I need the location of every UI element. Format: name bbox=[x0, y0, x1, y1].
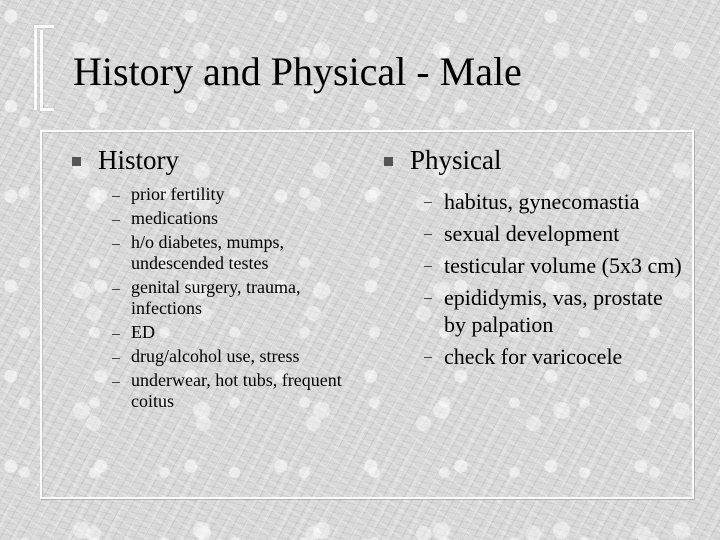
list-item-text: sexual development bbox=[444, 221, 620, 246]
list-item-text: drug/alcohol use, stress bbox=[131, 346, 300, 366]
list-item-text: prior fertility bbox=[131, 184, 225, 204]
list-item bbox=[112, 230, 342, 274]
dash-bullet-icon bbox=[112, 244, 120, 245]
physical-column bbox=[384, 143, 684, 372]
list-item bbox=[112, 275, 342, 319]
dash-bullet-icon bbox=[424, 357, 432, 358]
list-item-text: check for varicocele bbox=[444, 344, 623, 369]
slide-title: History and Physical - Male bbox=[73, 49, 522, 94]
dash-bullet-icon bbox=[112, 358, 120, 359]
square-bullet-icon bbox=[72, 157, 81, 166]
list-item-text: h/o diabetes, mumps, undescended testes bbox=[131, 232, 284, 273]
list-item bbox=[112, 344, 342, 367]
list-item bbox=[424, 217, 684, 247]
decorative-frame-line bbox=[34, 25, 54, 28]
dash-bullet-icon bbox=[112, 289, 120, 290]
dash-bullet-icon bbox=[112, 196, 120, 197]
list-item bbox=[424, 340, 684, 370]
list-item-text: testicular volume (5x3 cm) bbox=[444, 253, 682, 278]
list-item bbox=[424, 185, 684, 215]
dash-bullet-icon bbox=[424, 202, 432, 203]
decorative-frame-line bbox=[34, 25, 37, 110]
history-heading bbox=[72, 143, 342, 177]
list-item-text: genital surgery, trauma, infections bbox=[131, 277, 301, 318]
list-item bbox=[112, 206, 342, 229]
list-item-text: ED bbox=[131, 322, 155, 342]
list-item bbox=[424, 281, 684, 338]
decorative-frame-line bbox=[40, 108, 54, 111]
list-item-text: medications bbox=[131, 208, 218, 228]
list-item-text: habitus, gynecomastia bbox=[444, 189, 640, 214]
dash-bullet-icon bbox=[112, 220, 120, 221]
list-item-text: underwear, hot tubs, frequent coitus bbox=[131, 370, 342, 411]
list-item bbox=[112, 320, 342, 343]
list-item bbox=[112, 182, 342, 205]
dash-bullet-icon bbox=[112, 382, 120, 383]
history-heading-label: History bbox=[98, 145, 179, 175]
dash-bullet-icon bbox=[424, 266, 432, 267]
physical-heading-label: Physical bbox=[410, 145, 502, 175]
history-column bbox=[72, 143, 342, 413]
list-item bbox=[112, 368, 342, 412]
list-item bbox=[424, 249, 684, 279]
dash-bullet-icon bbox=[112, 334, 120, 335]
dash-bullet-icon bbox=[424, 234, 432, 235]
decorative-frame-line bbox=[40, 30, 43, 110]
physical-heading bbox=[384, 143, 684, 177]
list-item-text: epididymis, vas, prostate by palpation bbox=[444, 285, 663, 337]
physical-list bbox=[424, 185, 684, 370]
square-bullet-icon bbox=[384, 157, 393, 166]
dash-bullet-icon bbox=[424, 298, 432, 299]
history-list bbox=[112, 182, 342, 412]
